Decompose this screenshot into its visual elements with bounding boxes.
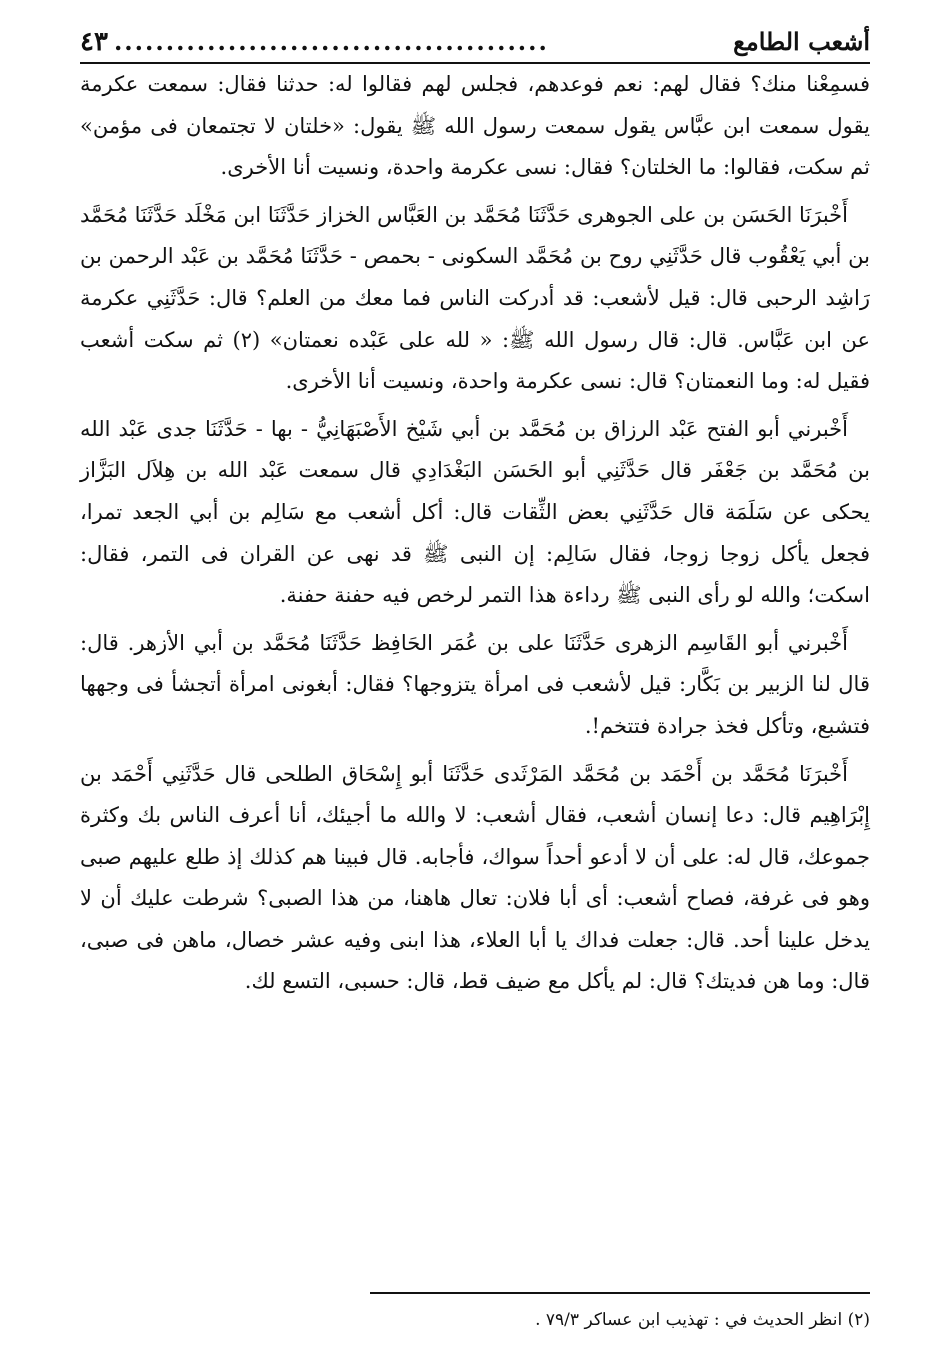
paragraph: أَخْبرني أبو القَاسِم الزهرى حَدَّثَنَا على بن عُمَر الحَافِظ حَدَّثَنَا مُحَمَّد بن أبي الأزهر. قال: قال لنا الزبير بن بَكَّار: قيل لأشعب فى امرأة يتزوجها؟ فقال: أبغونى امرأة أتجشأ فى وجهها فتشبع، وتأكل فخذ جرادة فتتخم!. <box>80 630 870 738</box>
paragraph: فسمِعْنا منك؟ فقال لهم: نعم فوعدهم، فجلس لهم فقالوا له: حدثنا فقال: سمعت عكرمة يقول سمعت ابن عبَّاس يقول سمعت رسول الله ﷺ يقول: «خلتان لا تجتمعان فى مؤمن» ثم سكت، فقالوا: ما الخلتان؟ فقال: نسى عكرمة واحدة، ونسيت أنا الأخرى. <box>80 72 870 180</box>
page-number: ٤٣ <box>80 27 108 57</box>
running-header <box>80 22 870 64</box>
page <box>80 22 870 1330</box>
book-title: أشعب الطامع <box>733 27 870 56</box>
footnote: (٢) انظر الحديث في : تهذيب ابن عساكر ٧٩/٣ . <box>535 1310 870 1330</box>
paragraph: أَخْبرَنَا الحَسَن بن على الجوهرى حَدَّثَنَا مُحَمَّد بن العَبَّاس الخزاز حَدَّثَنَا ابن مَخْلَد حَدَّثَنَا مُحَمَّد بن أبي يَعْقُوب قال حَدَّثَنِي روح بن مُحَمَّد السكونى - بحمص - حَدَّثَنَا مُحَمَّد بن عَبْد الرحمن بن رَاشِد الرحبى قال: قيل لأشعب: قد أدركت الناس فما معك من العلم؟ قال: حَدَّثَنِي عكرمة عن ابن عَبَّاس. قال: قال رسول الله ﷺ: « لله على عَبْده نعمتان» (٢) ثم سكت أشعب فقيل له: وما النعمتان؟ قال: نسى عكرمة واحدة، ونسيت أنا الأخرى. <box>80 202 870 394</box>
paragraph: أَخْبرني أبو الفتح عَبْد الرزاق بن مُحَمَّد بن أبي شَيْخ الأَصْبَهَانِيُّ - بها - حَدَّثَنَا جدى عَبْد الله بن مُحَمَّد بن جَعْفَر قال حَدَّثَنِي أبو الحَسَن البَغْدَادِي قال سمعت عَبْد الله بن هِلاَل البَزَّاز يحكى عن سَلَمَة قال حَدَّثَنِي بعض الثِّقات قال: أكل أشعب مع سَالِم بن أبي الجعد تمرا، فجعل يأكل زوجا زوجا، فقال سَالِم: إن النبى ﷺ قد نهى عن القران فى التمر، فقال: اسكت؛ والله لو رأى النبى ﷺ رداءة هذا التمر لرخص فيه حفنة حفنة. <box>80 416 870 608</box>
header-leader-dots: .......................................... <box>113 27 549 56</box>
paragraph: أَخْبرَنَا مُحَمَّد بن أَحْمَد بن مُحَمَّد المَرْثَدى حَدَّثَنَا أبو إِسْحَاق الطلحى قال حَدَّثَنِي أَحْمَد بن إِبْرَاهِيم قال: دعا إنسان أشعب، فقال أشعب: لا والله ما أجيئك، أنا أعرف الناس بك وكثرة جموعك، قال له: على أن لا أدعو أحداً سواك، فأجابه. قال فبينا هم كذلك إذ طلع عليهم صبى وهو فى غرفة، فصاح أشعب: أى أبا فلان: تعال هاهنا، من هذا الصبى؟ شرطت عليك أن لا يدخل علينا أحد. قال: جعلت فداك يا أبا العلاء، هذا ابنى وفيه عشر خصال، ماهن فى صبى، قال: وما هن فديتك؟ قال: لم يأكل مع ضيف قط، قال: حسبى، التسع لك. <box>80 761 870 994</box>
footnote-divider <box>370 1292 870 1294</box>
body-text <box>80 64 870 1003</box>
